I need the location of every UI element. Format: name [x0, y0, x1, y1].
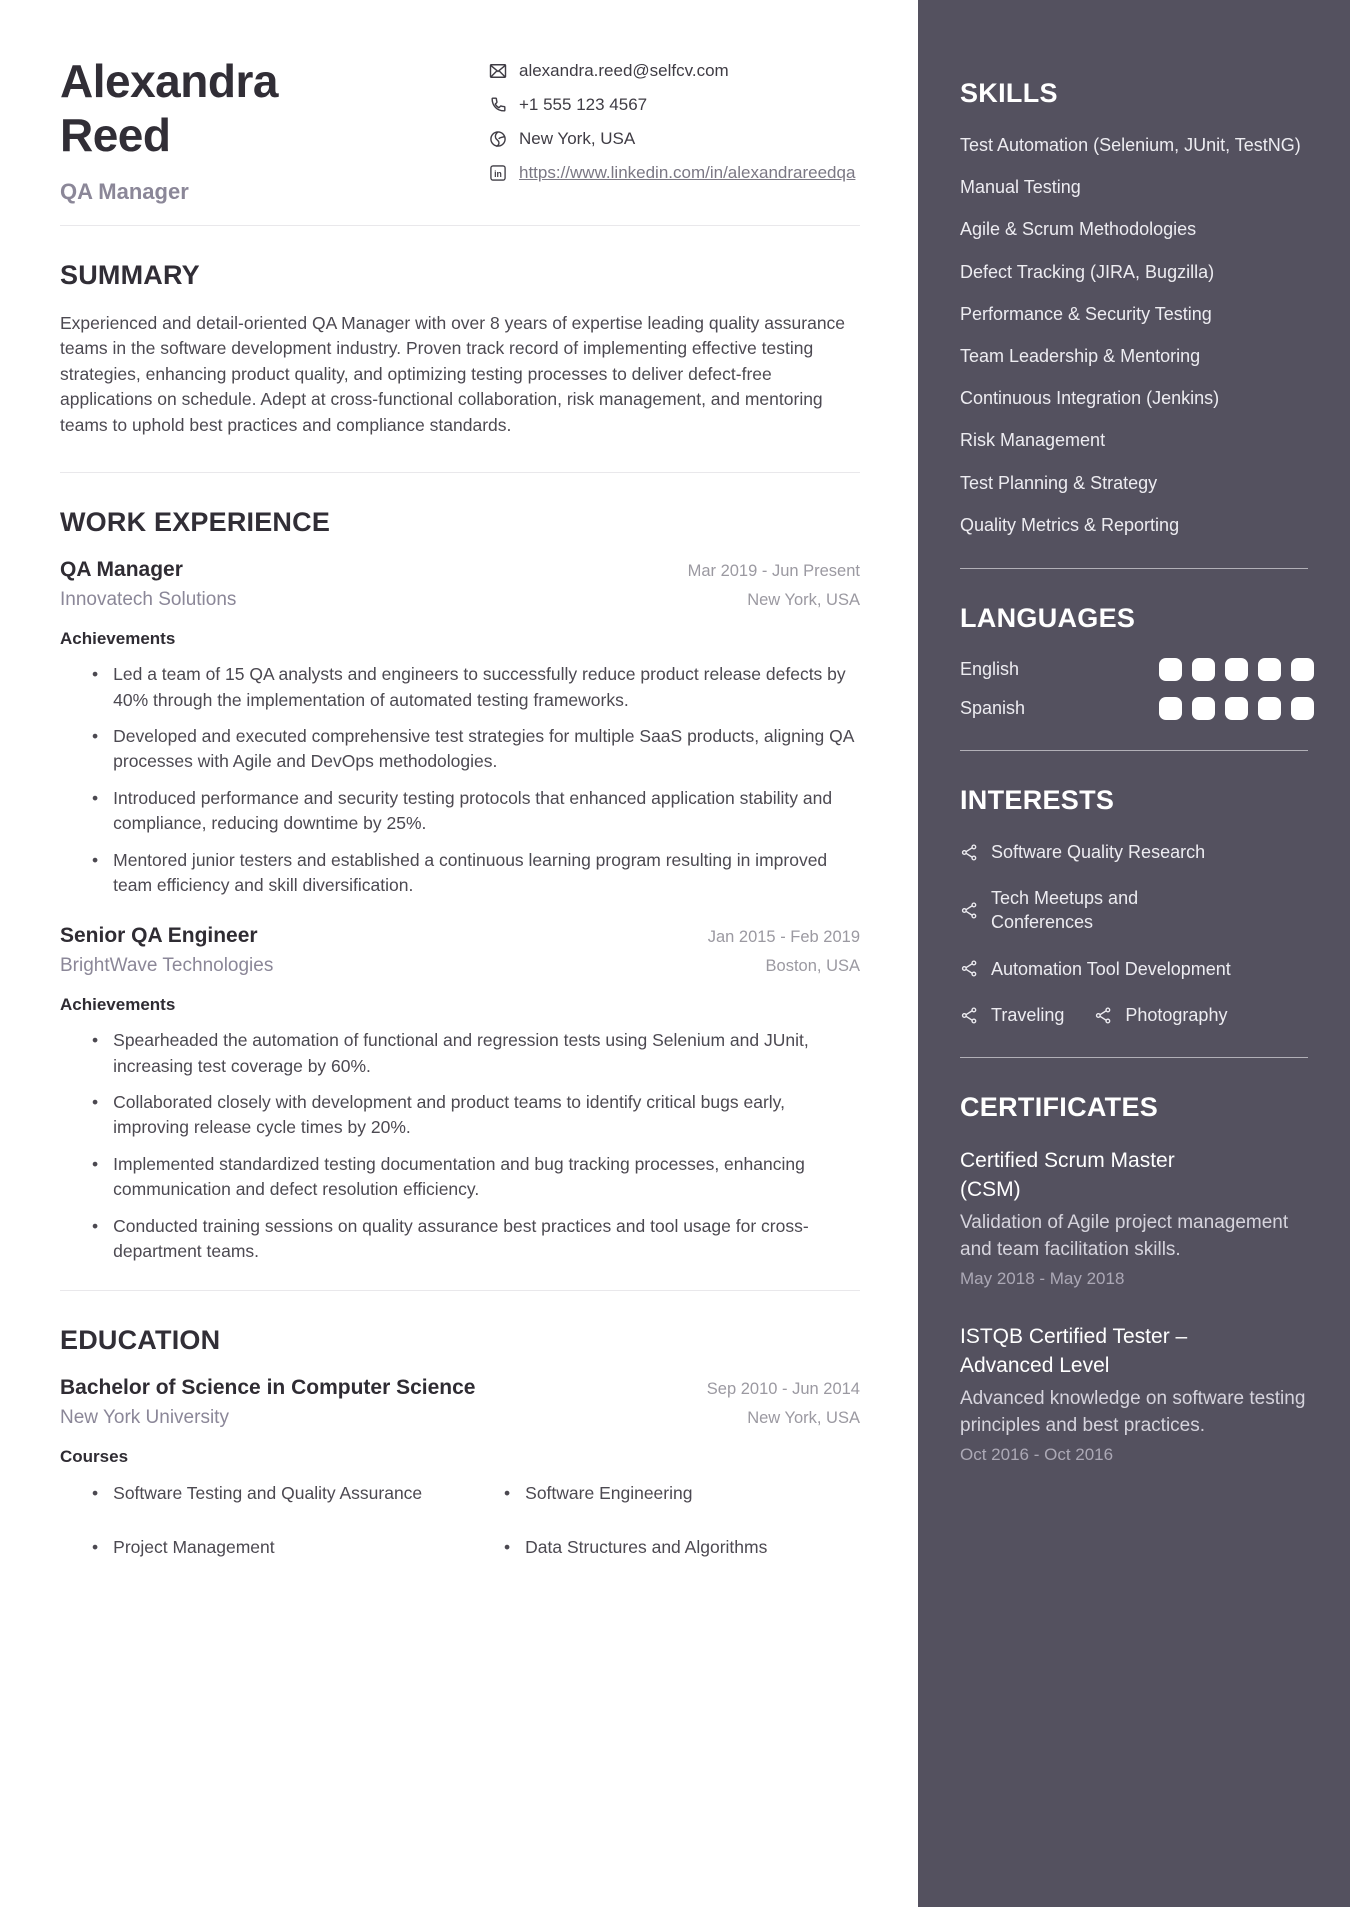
interest-item [960, 1003, 1064, 1027]
interest-label: Software Quality Research [991, 841, 1206, 862]
job-title: Senior QA Engineer [60, 924, 258, 948]
bullet-text: Implemented standardized testing documentation and bug tracking processes, enhancing communication and defect resolution efficiency. [113, 1153, 805, 1200]
interest-item [1094, 1003, 1227, 1027]
skill-item: Team Leadership & Mentoring [960, 345, 1201, 366]
language-level [1159, 697, 1314, 720]
bullet-dot: • [92, 1153, 99, 1174]
skill-item: Test Automation (Selenium, JUnit, TestNG) [960, 135, 1301, 155]
interests-heading: INTERESTS [960, 784, 1115, 815]
bullet-text: Software Engineering [525, 1483, 693, 1504]
language-level-dot [1225, 697, 1248, 720]
language-level-dot [1291, 658, 1314, 681]
bullet-text: Led a team of 15 QA analysts and engineers to successfully reduce product release defects by 40% through the implementation of automated testing frameworks. [113, 664, 846, 710]
certificate-name: Certified Scrum Master (CSM) [960, 1149, 1175, 1201]
bullet-item [60, 786, 860, 837]
email-icon [488, 61, 508, 81]
bullet-text: Data Structures and Algorithms [525, 1536, 768, 1557]
bullet-text: Mentored junior testers and established a continuous learning program resulting in improved team efficiency and skill diversification. [113, 849, 828, 895]
interest-label: Automation Tool Development [991, 958, 1231, 979]
skill-item: Quality Metrics & Reporting [960, 514, 1180, 535]
contact-location: New York, USA [519, 129, 636, 149]
certificates-heading: CERTIFICATES [960, 1092, 1159, 1123]
job-entry [60, 558, 860, 898]
skill-item: Manual Testing [960, 177, 1081, 198]
language-level-dot [1258, 658, 1281, 681]
bullet-text: Developed and executed comprehensive test strategies for multiple SaaS products, aligning QA processes with Agile and DevOps methodologies. [113, 726, 854, 772]
bullet-dot: • [504, 1536, 511, 1557]
language-name: English [960, 658, 1020, 679]
job-entry [60, 924, 860, 1264]
identity-block [60, 54, 400, 205]
language-level-dot [1192, 658, 1215, 681]
interest-label: Traveling [991, 1005, 1065, 1026]
bullet-text: Project Management [113, 1536, 275, 1557]
skill-item: Continuous Integration (Jenkins) [960, 388, 1220, 409]
interest-icon [960, 959, 979, 978]
contact-email-row [488, 60, 860, 82]
interest-icon [960, 901, 979, 920]
degree-name: Bachelor of Science in Computer Science [60, 1376, 476, 1400]
job-location: New York, USA [747, 591, 860, 610]
bullet-dot: • [92, 1092, 99, 1113]
language-level-dot [1159, 658, 1182, 681]
certificate-description: Validation of Agile project management and team facilitation skills. [960, 1212, 1289, 1260]
summary-text: Experienced and detail-oriented QA Manager with over 8 years of expertise leading quality assurance teams in the software development industry. Proven track record of implementing effective testing strategies, enhancing product quality, and optimizing testing processes to deliver defect-free applications on schedule. Adept at cross-functional collaboration, risk management, and mentoring teams to uphold best practices and compliance standards. [60, 312, 846, 435]
job-title: QA Manager [60, 558, 183, 582]
achievements-label: Achievements [60, 995, 176, 1015]
interest-label: Tech Meetups and Conferences [991, 888, 1139, 933]
interest-icon [960, 1006, 979, 1025]
education-heading: EDUCATION [60, 1325, 221, 1356]
svg-text:in: in [494, 169, 502, 180]
job-dates: Jan 2015 - Feb 2019 [707, 928, 860, 947]
jobs-container [60, 558, 860, 1264]
courses-label: Courses [60, 1447, 129, 1467]
skills-heading: SKILLS [960, 78, 1058, 108]
education-divider [60, 1290, 860, 1291]
language-name: Spanish [960, 697, 1026, 718]
certificate-entry [960, 1323, 1314, 1465]
job-company: BrightWave Technologies [60, 955, 274, 977]
skill-item: Risk Management [960, 430, 1106, 451]
courses-list [60, 1481, 860, 1560]
resume-sidebar [918, 0, 1350, 1907]
bullet-text: Spearheaded the automation of functional and regression tests using Selenium and JUnit, increasing test coverage by 60%. [113, 1030, 809, 1076]
bullet-dot: • [92, 664, 99, 685]
bullet-dot: • [92, 1536, 99, 1557]
bullet-item [472, 1535, 860, 1560]
bullet-dot: • [92, 726, 99, 747]
job-dates: Mar 2019 - Jun Present [687, 562, 860, 581]
bullet-text: Conducted training sessions on quality assurance best practices and tool usage for cross-department teams. [113, 1215, 809, 1261]
bullet-text: Software Testing and Quality Assurance [113, 1483, 423, 1504]
education-location: New York, USA [747, 1409, 860, 1428]
language-level-dot [1159, 697, 1182, 720]
resume-header [60, 54, 860, 205]
bullet-item [60, 1152, 860, 1203]
bullet-text: Collaborated closely with development and product teams to identify critical bugs early, improving release cycle times by 20%. [113, 1092, 785, 1138]
linkedin-link[interactable]: https://www.linkedin.com/in/alexandrareedqa [519, 163, 856, 183]
skill-item: Defect Tracking (JIRA, Bugzilla) [960, 261, 1215, 282]
school-row [60, 1407, 860, 1429]
school-name: New York University [60, 1407, 229, 1429]
work-divider [60, 472, 860, 473]
interest-label: Photography [1125, 1005, 1228, 1026]
person-title: QA Manager [60, 178, 189, 204]
certificate-dates: May 2018 - May 2018 [960, 1269, 1125, 1289]
bullet-item [60, 1028, 860, 1079]
location-globe-icon [488, 129, 508, 149]
skill-item: Agile & Scrum Methodologies [960, 219, 1197, 240]
education-dates: Sep 2010 - Jun 2014 [706, 1380, 860, 1399]
certificate-entry [960, 1147, 1314, 1289]
interest-item [960, 957, 1231, 981]
person-name: Alexandra Reed [60, 55, 278, 162]
contact-phone-row [488, 94, 860, 116]
contact-linkedin-row [488, 162, 860, 184]
sidebar-divider-1 [960, 568, 1308, 569]
achievements-list [60, 1028, 860, 1264]
bullet-item [60, 1535, 448, 1560]
contact-block [488, 54, 860, 205]
bullet-dot: • [92, 787, 99, 808]
certificate-name: ISTQB Certified Tester – Advanced Level [960, 1325, 1188, 1377]
sidebar-divider-2 [960, 750, 1308, 751]
bullet-item [60, 724, 860, 775]
bullet-item [60, 1090, 860, 1141]
interest-item [960, 840, 1205, 864]
interest-icon [1094, 1006, 1113, 1025]
bullet-item [60, 662, 860, 713]
languages-list [960, 658, 1314, 720]
bullet-text: Introduced performance and security testing protocols that enhanced application stability and compliance, reducing downtime by 25%. [113, 787, 833, 834]
bullet-item [60, 1214, 860, 1265]
interest-icon [960, 843, 979, 862]
bullet-dot: • [504, 1483, 511, 1504]
language-level-dot [1291, 697, 1314, 720]
phone-icon [488, 95, 508, 115]
achievements-list [60, 662, 860, 898]
contact-email: alexandra.reed@selfcv.com [519, 61, 729, 80]
interests-list [960, 840, 1314, 1027]
job-location: Boston, USA [765, 957, 860, 976]
language-level-dot [1258, 697, 1281, 720]
bullet-dot: • [92, 1030, 99, 1051]
linkedin-icon [488, 163, 508, 183]
language-level-dot [1192, 697, 1215, 720]
skill-item: Test Planning & Strategy [960, 472, 1158, 493]
contact-location-row [488, 128, 860, 150]
language-level-dot [1225, 658, 1248, 681]
job-company: Innovatech Solutions [60, 589, 237, 611]
skills-list [960, 133, 1314, 538]
language-row [960, 697, 1314, 720]
certificate-dates: Oct 2016 - Oct 2016 [960, 1445, 1114, 1465]
language-level [1159, 658, 1314, 681]
bullet-item [60, 1481, 448, 1506]
bullet-dot: • [92, 1215, 99, 1236]
interest-item [960, 886, 1191, 935]
language-row [960, 658, 1314, 681]
bullet-dot: • [92, 1483, 99, 1504]
bullet-item [472, 1481, 860, 1506]
degree-row [60, 1376, 860, 1400]
header-divider [60, 225, 860, 226]
languages-heading: LANGUAGES [960, 602, 1136, 633]
bullet-item [60, 848, 860, 899]
certificate-description: Advanced knowledge on software testing principles and best practices. [960, 1387, 1306, 1436]
summary-heading: SUMMARY [60, 259, 200, 290]
certificates-list [960, 1147, 1314, 1465]
work-heading: WORK EXPERIENCE [60, 507, 331, 538]
bullet-dot: • [92, 849, 99, 870]
achievements-label: Achievements [60, 629, 176, 649]
skill-item: Performance & Security Testing [960, 303, 1212, 324]
contact-phone: +1 555 123 4567 [519, 95, 648, 115]
sidebar-divider-3 [960, 1057, 1308, 1058]
